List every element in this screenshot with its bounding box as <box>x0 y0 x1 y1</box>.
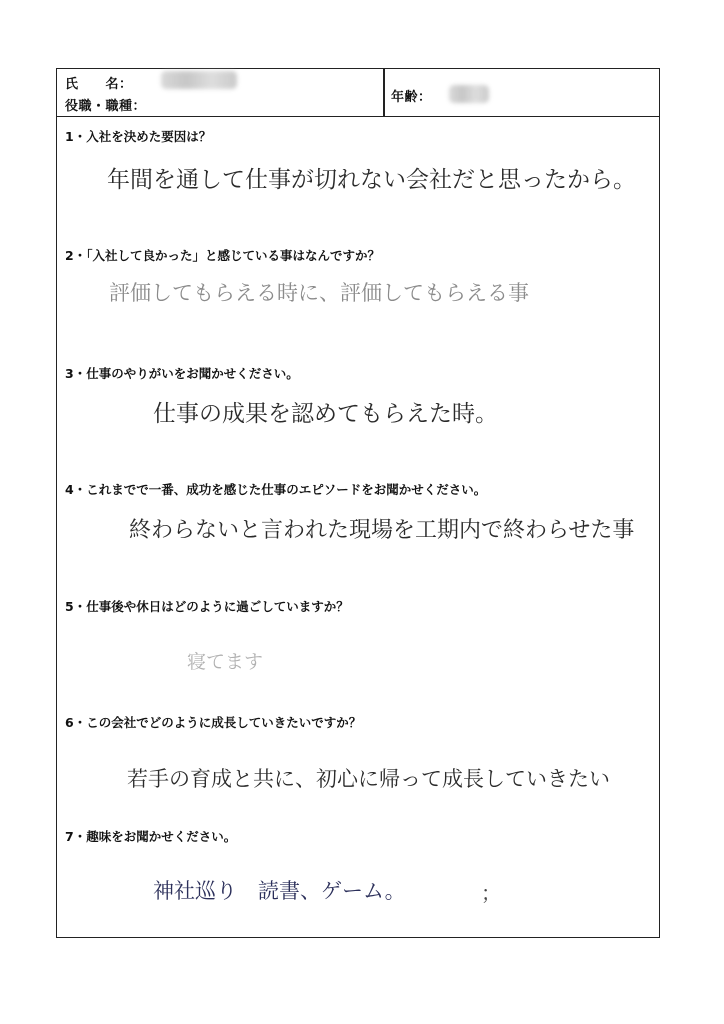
question-1: 1・入社を決めた要因は？ <box>65 129 212 144</box>
question-2: 2・「入社して良かった」と感じている事はなんですか？ <box>65 248 380 263</box>
answer-6: 若手の育成と共に、初心に帰って成長していきたい <box>127 767 610 791</box>
answer-1: 年間を通して仕事が切れない会社だと思ったから。 <box>107 167 636 193</box>
answer-5: 寝てます <box>187 651 264 673</box>
answer-7-mark: ； <box>481 881 501 905</box>
header-row <box>57 69 659 117</box>
answer-7: 神社巡り 読書、ゲーム。 <box>153 879 406 903</box>
answer-2: 評価してもらえる時に、評価してもらえる事 <box>109 281 529 305</box>
age-redacted <box>449 85 489 103</box>
name-redacted <box>161 71 237 89</box>
question-7: 7・趣味をお聞かせください。 <box>65 829 237 844</box>
question-6: 6・この会社でどのように成長していきたいですか？ <box>65 715 362 730</box>
age-label: 年齢： <box>391 90 432 105</box>
position-label: 役職・職種： <box>65 99 147 114</box>
question-4: 4・これまでで一番、成功を感じた仕事のエピソードをお聞かせください。 <box>65 482 487 497</box>
name-label: 氏 名： <box>65 77 133 92</box>
questionnaire-sheet <box>56 68 660 938</box>
question-5: 5・仕事後や休日はどのように過ごしていますか？ <box>65 599 349 614</box>
answer-3: 仕事の成果を認めてもらえた時。 <box>153 401 498 427</box>
header-divider <box>383 69 385 116</box>
question-3: 3・仕事のやりがいをお聞かせください。 <box>65 366 299 381</box>
answer-4: 終わらないと言われた現場を工期内で終わらせた事 <box>129 518 635 543</box>
